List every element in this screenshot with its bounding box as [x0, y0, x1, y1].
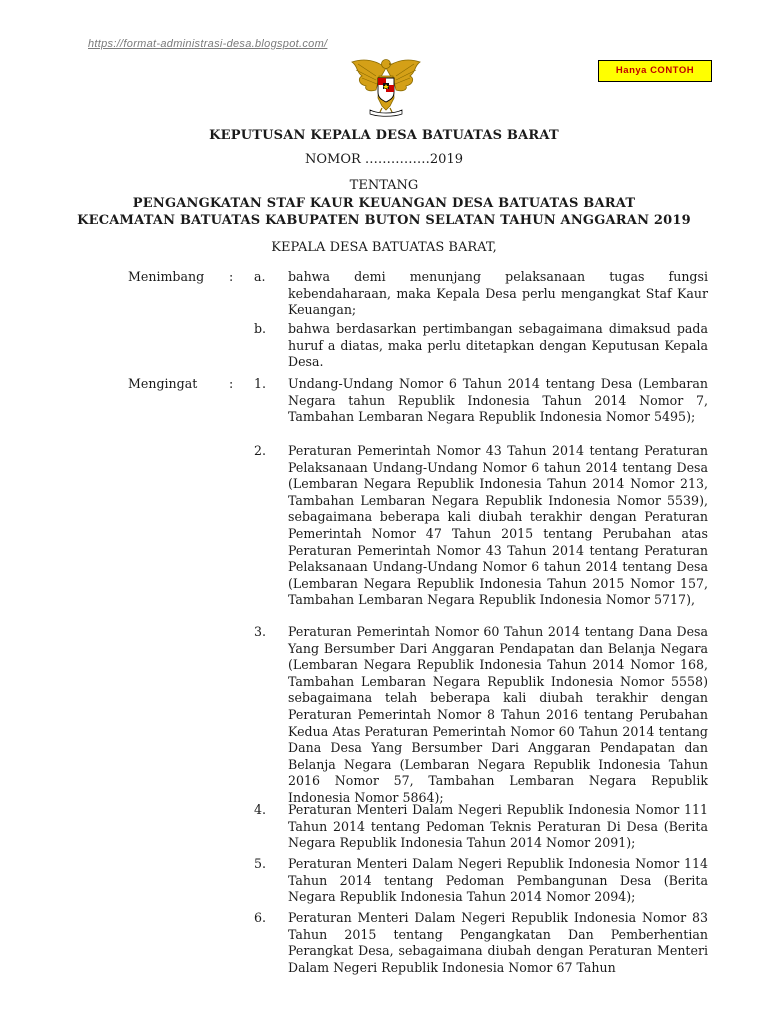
- tentang-heading: TENTANG: [349, 178, 419, 193]
- sample-only-stamp: Hanya CONTOH: [598, 60, 712, 82]
- menimbang-colon: :: [229, 269, 234, 284]
- mengingat-item-text: Peraturan Menteri Dalam Negeri Republik Indonesia Nomor 83 Tahun 2015 tentang Pengangkatan Dan Pemberhentian Perangkat Desa, sebagaimana diubah dengan Peraturan Menteri Dalam Negeri Republik Indonesia Nomor 67 Tahun: [288, 910, 708, 975]
- decree-subject-line-2: KECAMATAN BATUATAS KABUPATEN BUTON SELATAN TAHUN ANGGARAN 2019: [77, 213, 691, 228]
- decree-number: NOMOR ……………2019: [304, 152, 463, 167]
- menimbang-item-mark: b.: [254, 321, 267, 336]
- mengingat-item-text: Peraturan Pemerintah Nomor 60 Tahun 2014 tentang Dana Desa Yang Bersumber Dari Anggaran Pendapatan dan Belanja Negara (Lembaran Negara Republik Indonesia Tahun 2014 Nomor 168, Tambahan Lembaran Negara Republik Indonesia Nomor 5558) sebagaimana telah beberapa kali diubah terakhir dengan Peraturan Pemerintah Nomor 8 Tahun 2016 tentang Perubahan Kedua Atas Peraturan Pemerintah Nomor 60 Tahun 2014 tentang Dana Desa Yang Bersumber Dari Anggaran Pendapatan dan Belanja Negara (Lembaran Negara Republik Indonesia Tahun 2016 Nomor 57, Tambahan Lembaran Negara Republik Indonesia Nomor 5864);: [288, 624, 708, 805]
- mengingat-label: Mengingat: [128, 376, 198, 391]
- mengingat-item-text: Undang-Undang Nomor 6 Tahun 2014 tentang Desa (Lembaran Negara tahun Republik Indonesia Tahun 2014 Nomor 7, Tambahan Lembaran Negara Republik Indonesia Nomor 5495);: [288, 376, 708, 425]
- decree-title: KEPUTUSAN KEPALA DESA BATUATAS BARAT: [209, 128, 559, 143]
- mengingat-item-text: Peraturan Menteri Dalam Negeri Republik Indonesia Nomor 114 Tahun 2014 tentang Pedoman Pembangunan Desa (Berita Negara Republik Indonesia Tahun 2014 Nomor 2094);: [288, 856, 708, 905]
- menimbang-label: Menimbang: [128, 269, 205, 284]
- mengingat-colon: :: [229, 376, 234, 391]
- menimbang-item-mark: a.: [254, 269, 266, 284]
- decree-subject-line-1: PENGANGKATAN STAF KAUR KEUANGAN DESA BATUATAS BARAT: [132, 196, 636, 211]
- mengingat-item-mark: 6.: [254, 910, 267, 925]
- mengingat-item-mark: 1.: [254, 376, 267, 391]
- mengingat-item-mark: 5.: [254, 856, 267, 871]
- mengingat-item-text: Peraturan Menteri Dalam Negeri Republik Indonesia Nomor 111 Tahun 2014 tentang Pedoman Teknis Peraturan Di Desa (Berita Negara Republik Indonesia Tahun 2014 Nomor 2091);: [288, 802, 708, 851]
- garuda-emblem-icon: [346, 54, 426, 118]
- issuer-heading: KEPALA DESA BATUATAS BARAT,: [271, 240, 497, 255]
- source-url-link[interactable]: https://format-administrasi-desa.blogspot.com/: [88, 38, 328, 50]
- mengingat-item-mark: 3.: [254, 624, 267, 639]
- mengingat-item-text: Peraturan Pemerintah Nomor 43 Tahun 2014 tentang Peraturan Pelaksanaan Undang-Undang Nomor 6 tahun 2014 tentang Desa (Lembaran Negara Republik Indonesia Tahun 2014 Nomor 213, Tambahan Lembaran Negara Republik Indonesia Nomor 5539), sebagaimana beberapa kali diubah terakhir dengan Peraturan Pemerintah Nomor 47 Tahun 2015 tentang Perubahan atas Peraturan Pemerintah Nomor 43 Tahun 2014 tentang Peraturan Pelaksanaan Undang-Undang Nomor 6 tahun 2014 tentang Desa (Lembaran Negara Republik Indonesia Tahun 2015 Nomor 157, Tambahan Lembaran Negara Republik Indonesia Nomor 5717),: [288, 443, 708, 608]
- menimbang-item-text: bahwa demi menunjang pelaksanaan tugas fungsi kebendaharaan, maka Kepala Desa perlu mengangkat Staf Kaur Keuangan;: [288, 269, 708, 318]
- menimbang-item-text: bahwa berdasarkan pertimbangan sebagaimana dimaksud pada huruf a diatas, maka perlu ditetapkan dengan Keputusan Kepala Desa.: [288, 321, 708, 370]
- mengingat-item-mark: 2.: [254, 443, 267, 458]
- mengingat-item-mark: 4.: [254, 802, 267, 817]
